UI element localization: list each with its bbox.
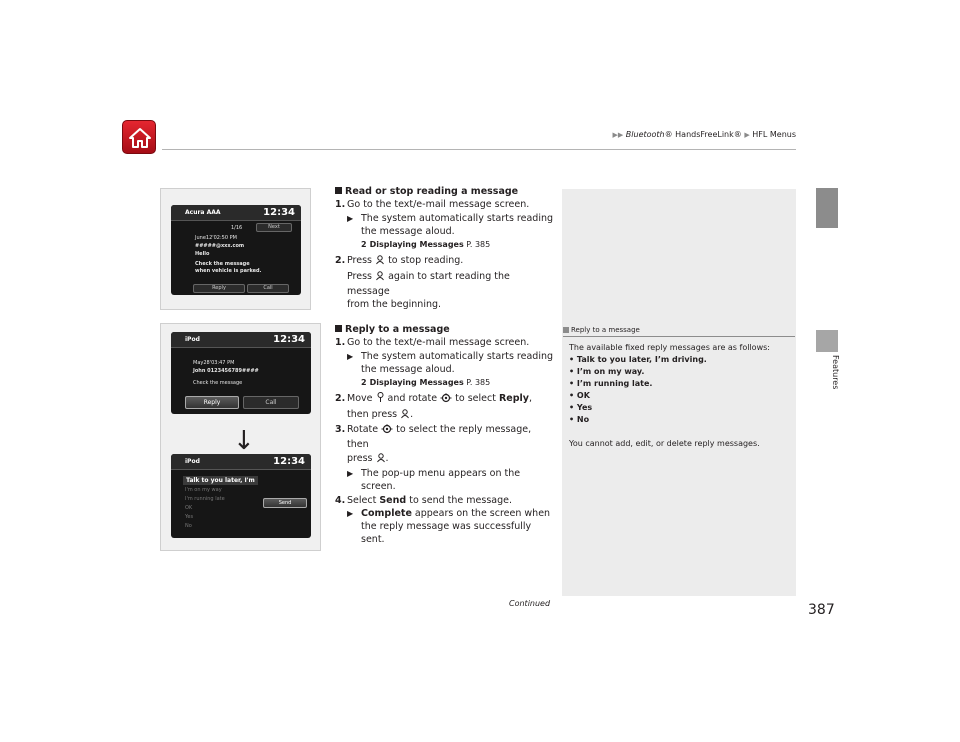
arrow-down-icon: ↓ [233,426,255,456]
note-intro: The available fixed reply messages are as follows: [569,343,770,352]
interface-dial-icon [440,393,452,407]
clock: 12:34 [273,456,305,467]
display-screen-popup [171,454,311,538]
note-footer: You cannot add, edit, or delete reply messages. [569,439,760,448]
message-body-line1: Check the message [195,261,250,267]
step-4-result: ▶ Complete appears on the screen when [347,507,551,519]
step-2-cont2: from the beginning. [347,299,442,311]
step-1-result-cont: the message aloud. [361,363,455,375]
send-button[interactable]: Send [263,498,307,508]
voice-control-icon [375,271,385,285]
message-sender: #####@xxx.com [195,243,245,249]
reply-option[interactable]: OK [185,505,193,511]
note-body [569,342,791,450]
step-2: 2. Press to stop reading. [335,254,555,269]
joystick-icon [376,392,385,407]
message-date: May28'03:47 PM [193,360,235,366]
square-bullet-icon [335,325,342,332]
header-divider [162,149,796,150]
breadcrumb-hfl-menus[interactable]: HFL Menus [752,130,796,139]
note-list-item: • No [569,415,590,424]
message-count: 1/16 [231,225,243,231]
step-1-result: ▶ The system automatically starts reading [347,350,554,362]
continued-label: Continued [509,599,551,608]
side-label: Features [831,355,840,390]
breadcrumb-hfl[interactable]: ® HandsFreeLink® [664,130,742,139]
page-number: 387 [808,602,835,618]
call-button[interactable]: Call [243,396,299,409]
clock: 12:34 [263,207,295,218]
voice-control-icon [376,453,386,467]
home-button[interactable] [122,120,156,154]
result-arrow-icon: ▶ [347,213,354,223]
step-1-result-cont: the message aloud. [361,225,455,237]
reply-option[interactable]: I'm running late [185,496,225,502]
message-subject: Hello [195,251,210,257]
note-list-item: • I’m on my way. [569,367,645,376]
reference-icon: 2 [361,240,367,250]
step-3-cont: press . [335,452,555,467]
note-icon [563,327,569,333]
message-body-line2: when vehicle is parked. [195,268,262,274]
interface-dial-icon [381,424,393,438]
step-2: 2. Move and rotate to select Reply, [335,392,555,407]
note-heading: Reply to a message [563,326,795,337]
section-title: Reply to a message [335,323,555,336]
message-date: June12'02:50 PM [195,235,237,241]
result-arrow-icon: ▶ [347,351,354,361]
voice-control-icon [375,255,385,269]
side-tab-marker [816,188,838,228]
message-body: Check the message [193,380,243,386]
breadcrumb-arrow-icon: ▶ [744,131,750,139]
cross-reference-link[interactable]: 2 Displaying Messages P. 385 [361,240,491,250]
step-3: 3. Rotate to select the reply message, then [335,424,532,451]
section-read-message [335,185,555,312]
note-list-item: • Yes [569,403,593,412]
reply-button[interactable]: Reply [185,396,239,409]
step-1-result: ▶ The system automatically starts reading [347,212,554,224]
note-list-item: • I’m running late. [569,379,653,388]
reply-option-selected[interactable]: Talk to you later, I'm [183,476,258,485]
square-bullet-icon [335,187,342,194]
breadcrumb-arrow-icon: ▶▶ [612,131,624,139]
next-button[interactable]: Next [256,223,292,232]
note-list-item: • Talk to you later, I’m driving. [569,355,707,364]
audio-source: iPod [185,336,200,343]
clock: 12:34 [273,334,305,345]
reference-icon: 2 [361,378,367,388]
side-tab-features[interactable] [816,330,838,352]
step-4: 4. Select Send to send the message. [335,494,512,506]
reply-option[interactable]: No [185,523,192,529]
step-4-result-cont: the reply message was successfully sent. [361,521,532,546]
step-3-result: ▶ The pop-up menu appears on the screen. [347,467,521,493]
reply-option[interactable]: Yes [185,514,194,520]
display-screen [171,205,301,295]
display-screen-reply [171,332,311,414]
breadcrumb [612,130,796,139]
call-button[interactable]: Call [247,284,289,293]
home-icon [128,126,152,150]
section-reply-message [335,323,555,547]
audio-source: Acura AAA [185,209,221,216]
step-1: 1. Go to the text/e-mail message screen. [335,199,530,211]
message-sender: John 0123456789#### [193,368,259,374]
breadcrumb-bluetooth[interactable]: Bluetooth [625,130,665,139]
cross-reference-link[interactable]: 2 Displaying Messages P. 385 [361,378,491,388]
reply-option[interactable]: I'm on my way [185,487,222,493]
reply-button[interactable]: Reply [193,284,245,293]
step-2-cont: Press again to start reading the message [347,270,510,298]
section-title: Read or stop reading a message [335,185,555,198]
step-2-cont: then press . [335,408,555,423]
voice-control-icon [400,409,410,423]
screenshot-read-message [160,188,311,310]
result-arrow-icon: ▶ [347,468,354,478]
step-1: 1. Go to the text/e-mail message screen. [335,337,530,349]
audio-source: iPod [185,458,200,465]
note-list-item: • OK [569,391,590,400]
result-arrow-icon: ▶ [347,508,354,518]
